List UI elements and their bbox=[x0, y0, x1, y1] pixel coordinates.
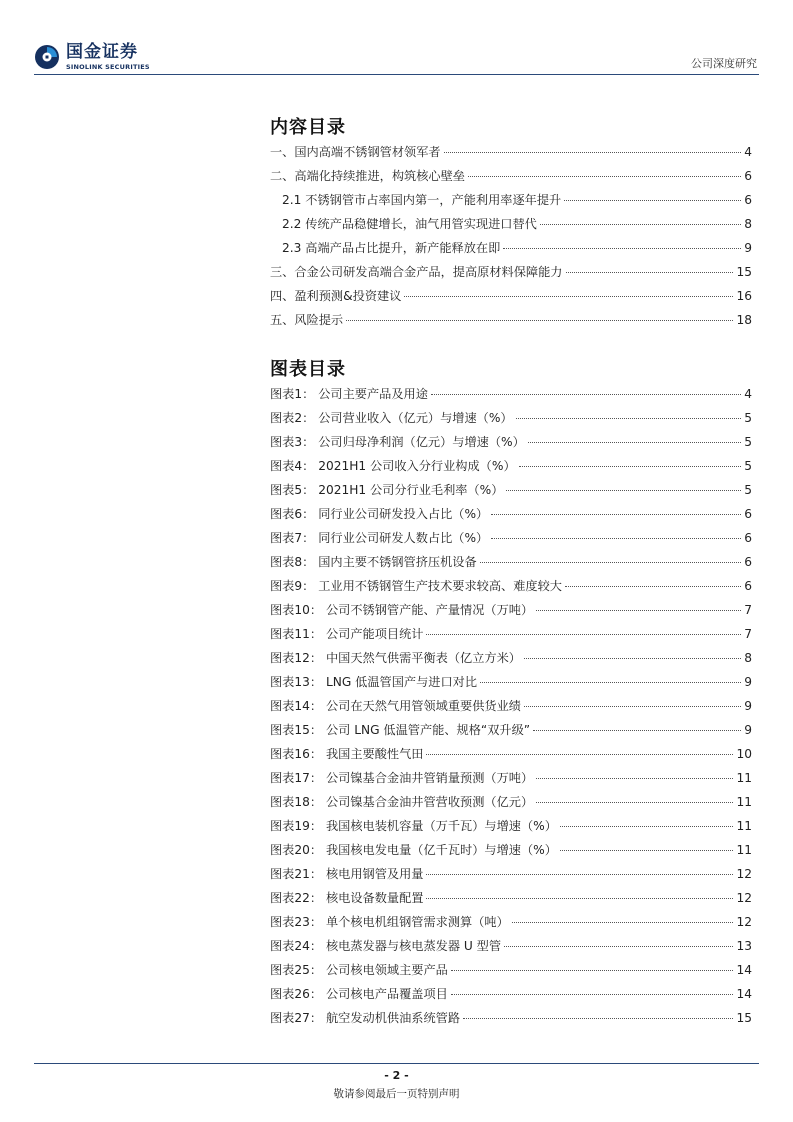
figure-item-page: 10 bbox=[736, 747, 752, 761]
dot-leader bbox=[564, 200, 741, 201]
figure-item-label: 图表19： 我国核电装机容量（万千瓦）与增速（%） bbox=[270, 819, 557, 833]
figure-item-label: 图表22： 核电设备数量配置 bbox=[270, 891, 424, 905]
header-divider bbox=[34, 74, 759, 75]
contents-item[interactable] bbox=[270, 239, 752, 263]
figure-item[interactable] bbox=[270, 409, 752, 433]
figure-item-label: 图表7： 同行业公司研发人数占比（%） bbox=[270, 531, 489, 545]
figure-item-label: 图表15： 公司 LNG 低温管产能、规格“双升级” bbox=[270, 723, 531, 737]
dot-leader bbox=[536, 802, 733, 803]
figure-item-label: 图表24： 核电蒸发器与核电蒸发器 U 型管 bbox=[270, 939, 502, 953]
contents-item-page: 18 bbox=[736, 313, 752, 327]
figure-item-label: 图表20： 我国核电发电量（亿千瓦时）与增速（%） bbox=[270, 843, 557, 857]
figure-item-page: 5 bbox=[744, 483, 752, 497]
figure-item[interactable] bbox=[270, 601, 752, 625]
figure-item-page: 14 bbox=[736, 987, 752, 1001]
figure-item-page: 11 bbox=[736, 795, 752, 809]
dot-leader bbox=[565, 586, 741, 587]
dot-leader bbox=[524, 658, 741, 659]
contents-item-label: 2.1 不锈钢管市占率国内第一，产能利用率逐年提升 bbox=[282, 193, 562, 207]
figure-item-label: 图表2： 公司营业收入（亿元）与增速（%） bbox=[270, 411, 513, 425]
dot-leader bbox=[560, 850, 734, 851]
contents-item-label: 三、合金公司研发高端合金产品，提高原材料保障能力 bbox=[270, 265, 563, 279]
contents-item-page: 9 bbox=[744, 241, 752, 255]
figure-item-page: 6 bbox=[744, 555, 752, 569]
figure-item-page: 15 bbox=[736, 1011, 752, 1025]
page-header bbox=[0, 0, 793, 80]
contents-item[interactable] bbox=[270, 143, 752, 167]
dot-leader bbox=[404, 296, 733, 297]
contents-item-label: 二、高端化持续推进，构筑核心壁垒 bbox=[270, 169, 465, 183]
contents-item-label: 2.3 高端产品占比提升，新产能释放在即 bbox=[282, 241, 501, 255]
figure-item-page: 12 bbox=[736, 891, 752, 905]
figure-item-page: 11 bbox=[736, 843, 752, 857]
figure-item-page: 8 bbox=[744, 651, 752, 665]
figure-item-page: 4 bbox=[744, 387, 752, 401]
figure-item-page: 7 bbox=[744, 603, 752, 617]
contents-item-page: 15 bbox=[736, 265, 752, 279]
figure-item[interactable] bbox=[270, 865, 752, 889]
figure-item-label: 图表27： 航空发动机供油系统管路 bbox=[270, 1011, 461, 1025]
figure-item[interactable] bbox=[270, 649, 752, 673]
figure-item[interactable] bbox=[270, 961, 752, 985]
figure-item[interactable] bbox=[270, 937, 752, 961]
contents-title: 内容目录 bbox=[270, 117, 346, 138]
figure-item-label: 图表25： 公司核电领域主要产品 bbox=[270, 963, 448, 977]
figure-item[interactable] bbox=[270, 985, 752, 1009]
dot-leader bbox=[519, 466, 742, 467]
contents-item-page: 8 bbox=[744, 217, 752, 231]
figure-item-page: 9 bbox=[744, 675, 752, 689]
contents-item-page: 6 bbox=[744, 169, 752, 183]
figure-item-page: 6 bbox=[744, 531, 752, 545]
dot-leader bbox=[451, 994, 734, 995]
figure-item-label: 图表3： 公司归母净利润（亿元）与增速（%） bbox=[270, 435, 525, 449]
figure-item-label: 图表17： 公司镍基合金油井管销量预测（万吨） bbox=[270, 771, 534, 785]
figure-item-label: 图表23： 单个核电机组钢管需求测算（吨） bbox=[270, 915, 509, 929]
figure-item[interactable] bbox=[270, 505, 752, 529]
figure-item-label: 图表1： 公司主要产品及用途 bbox=[270, 387, 428, 401]
figure-item-label: 图表6： 同行业公司研发投入占比（%） bbox=[270, 507, 489, 521]
logo-chinese-name: 国金证券 bbox=[66, 42, 138, 62]
figure-item-page: 12 bbox=[736, 867, 752, 881]
figure-item-page: 6 bbox=[744, 579, 752, 593]
contents-item-label: 五、风险提示 bbox=[270, 313, 344, 327]
figure-item-page: 14 bbox=[736, 963, 752, 977]
figure-item-label: 图表9： 工业用不锈钢管生产技术要求较高、难度较大 bbox=[270, 579, 562, 593]
document-type: 公司深度研究 bbox=[691, 57, 757, 70]
figure-item[interactable] bbox=[270, 1009, 752, 1033]
figure-item[interactable] bbox=[270, 817, 752, 841]
dot-leader bbox=[536, 778, 733, 779]
dot-leader bbox=[540, 224, 741, 225]
figure-item-page: 5 bbox=[744, 411, 752, 425]
figure-item[interactable] bbox=[270, 697, 752, 721]
figure-item-label: 图表21： 核电用钢管及用量 bbox=[270, 867, 424, 881]
contents-item[interactable] bbox=[270, 311, 752, 335]
figure-item[interactable] bbox=[270, 673, 752, 697]
dot-leader bbox=[491, 538, 741, 539]
figure-item[interactable] bbox=[270, 433, 752, 457]
figure-item-page: 5 bbox=[744, 459, 752, 473]
page-number: - 2 - bbox=[384, 1069, 409, 1082]
figure-item-label: 图表5： 2021H1 公司分行业毛利率（%） bbox=[270, 483, 504, 497]
figure-item-page: 9 bbox=[744, 723, 752, 737]
figure-item-label: 图表26： 公司核电产品覆盖项目 bbox=[270, 987, 448, 1001]
dot-leader bbox=[533, 730, 741, 731]
figure-item[interactable] bbox=[270, 769, 752, 793]
dot-leader bbox=[431, 394, 741, 395]
figure-item-page: 11 bbox=[736, 771, 752, 785]
dot-leader bbox=[480, 562, 742, 563]
figure-item[interactable] bbox=[270, 457, 752, 481]
contents-item-label: 四、盈利预测&投资建议 bbox=[270, 289, 402, 303]
contents-item-page: 4 bbox=[744, 145, 752, 159]
disclaimer-text: 敬请参阅最后一页特别声明 bbox=[333, 1088, 460, 1100]
dot-leader bbox=[444, 152, 742, 153]
figure-item-label: 图表11： 公司产能项目统计 bbox=[270, 627, 424, 641]
contents-item[interactable] bbox=[270, 263, 752, 287]
figure-item-label: 图表18： 公司镍基合金油井管营收预测（亿元） bbox=[270, 795, 534, 809]
dot-leader bbox=[506, 490, 741, 491]
dot-leader bbox=[426, 754, 733, 755]
contents-item-label: 2.2 传统产品稳健增长，油气用管实现进口替代 bbox=[282, 217, 537, 231]
figures-list bbox=[270, 385, 752, 1033]
figure-item-page: 7 bbox=[744, 627, 752, 641]
figure-item-label: 图表12： 中国天然气供需平衡表（亿立方米） bbox=[270, 651, 521, 665]
dot-leader bbox=[426, 874, 733, 875]
figure-item-page: 5 bbox=[744, 435, 752, 449]
dot-leader bbox=[463, 1018, 733, 1019]
figure-item[interactable] bbox=[270, 481, 752, 505]
contents-item-label: 一、国内高端不锈钢管材领军者 bbox=[270, 145, 441, 159]
figure-item[interactable] bbox=[270, 529, 752, 553]
figure-item[interactable] bbox=[270, 625, 752, 649]
dot-leader bbox=[516, 418, 742, 419]
dot-leader bbox=[536, 610, 741, 611]
contents-item[interactable] bbox=[270, 167, 752, 191]
figure-item-label: 图表8： 国内主要不锈钢管挤压机设备 bbox=[270, 555, 477, 569]
figure-item-page: 12 bbox=[736, 915, 752, 929]
sinolink-logo-icon bbox=[34, 44, 60, 70]
figure-item-label: 图表14： 公司在天然气用管领域重要供货业绩 bbox=[270, 699, 521, 713]
footer-divider bbox=[34, 1063, 759, 1064]
figure-item-label: 图表13： LNG 低温管国产与进口对比 bbox=[270, 675, 478, 689]
dot-leader bbox=[491, 514, 741, 515]
dot-leader bbox=[346, 320, 733, 321]
figure-item[interactable] bbox=[270, 721, 752, 745]
dot-leader bbox=[503, 248, 741, 249]
figure-item[interactable] bbox=[270, 745, 752, 769]
company-logo bbox=[34, 44, 150, 71]
figure-item-label: 图表10： 公司不锈钢管产能、产量情况（万吨） bbox=[270, 603, 534, 617]
figure-item-label: 图表4： 2021H1 公司收入分行业构成（%） bbox=[270, 459, 516, 473]
dot-leader bbox=[480, 682, 741, 683]
logo-english-name: SINOLINK SECURITIES bbox=[66, 63, 150, 71]
dot-leader bbox=[451, 970, 734, 971]
dot-leader bbox=[426, 634, 741, 635]
figure-item[interactable] bbox=[270, 553, 752, 577]
contents-item[interactable] bbox=[270, 215, 752, 239]
figure-item-label: 图表16： 我国主要酸性气田 bbox=[270, 747, 424, 761]
contents-item[interactable] bbox=[270, 287, 752, 311]
dot-leader bbox=[504, 946, 733, 947]
contents-item[interactable] bbox=[270, 191, 752, 215]
dot-leader bbox=[560, 826, 734, 827]
figure-item-page: 6 bbox=[744, 507, 752, 521]
dot-leader bbox=[426, 898, 733, 899]
contents-item-page: 16 bbox=[736, 289, 752, 303]
contents-list bbox=[270, 143, 752, 335]
figure-item[interactable] bbox=[270, 841, 752, 865]
figure-item-page: 13 bbox=[736, 939, 752, 953]
figure-item-page: 11 bbox=[736, 819, 752, 833]
dot-leader bbox=[566, 272, 734, 273]
dot-leader bbox=[512, 922, 734, 923]
dot-leader bbox=[528, 442, 741, 443]
figure-item[interactable] bbox=[270, 385, 752, 409]
figure-item[interactable] bbox=[270, 793, 752, 817]
contents-item-page: 6 bbox=[744, 193, 752, 207]
figures-title: 图表目录 bbox=[270, 359, 346, 380]
figure-item-page: 9 bbox=[744, 699, 752, 713]
figure-item[interactable] bbox=[270, 577, 752, 601]
figure-item[interactable] bbox=[270, 889, 752, 913]
dot-leader bbox=[468, 176, 741, 177]
figure-item[interactable] bbox=[270, 913, 752, 937]
dot-leader bbox=[524, 706, 741, 707]
